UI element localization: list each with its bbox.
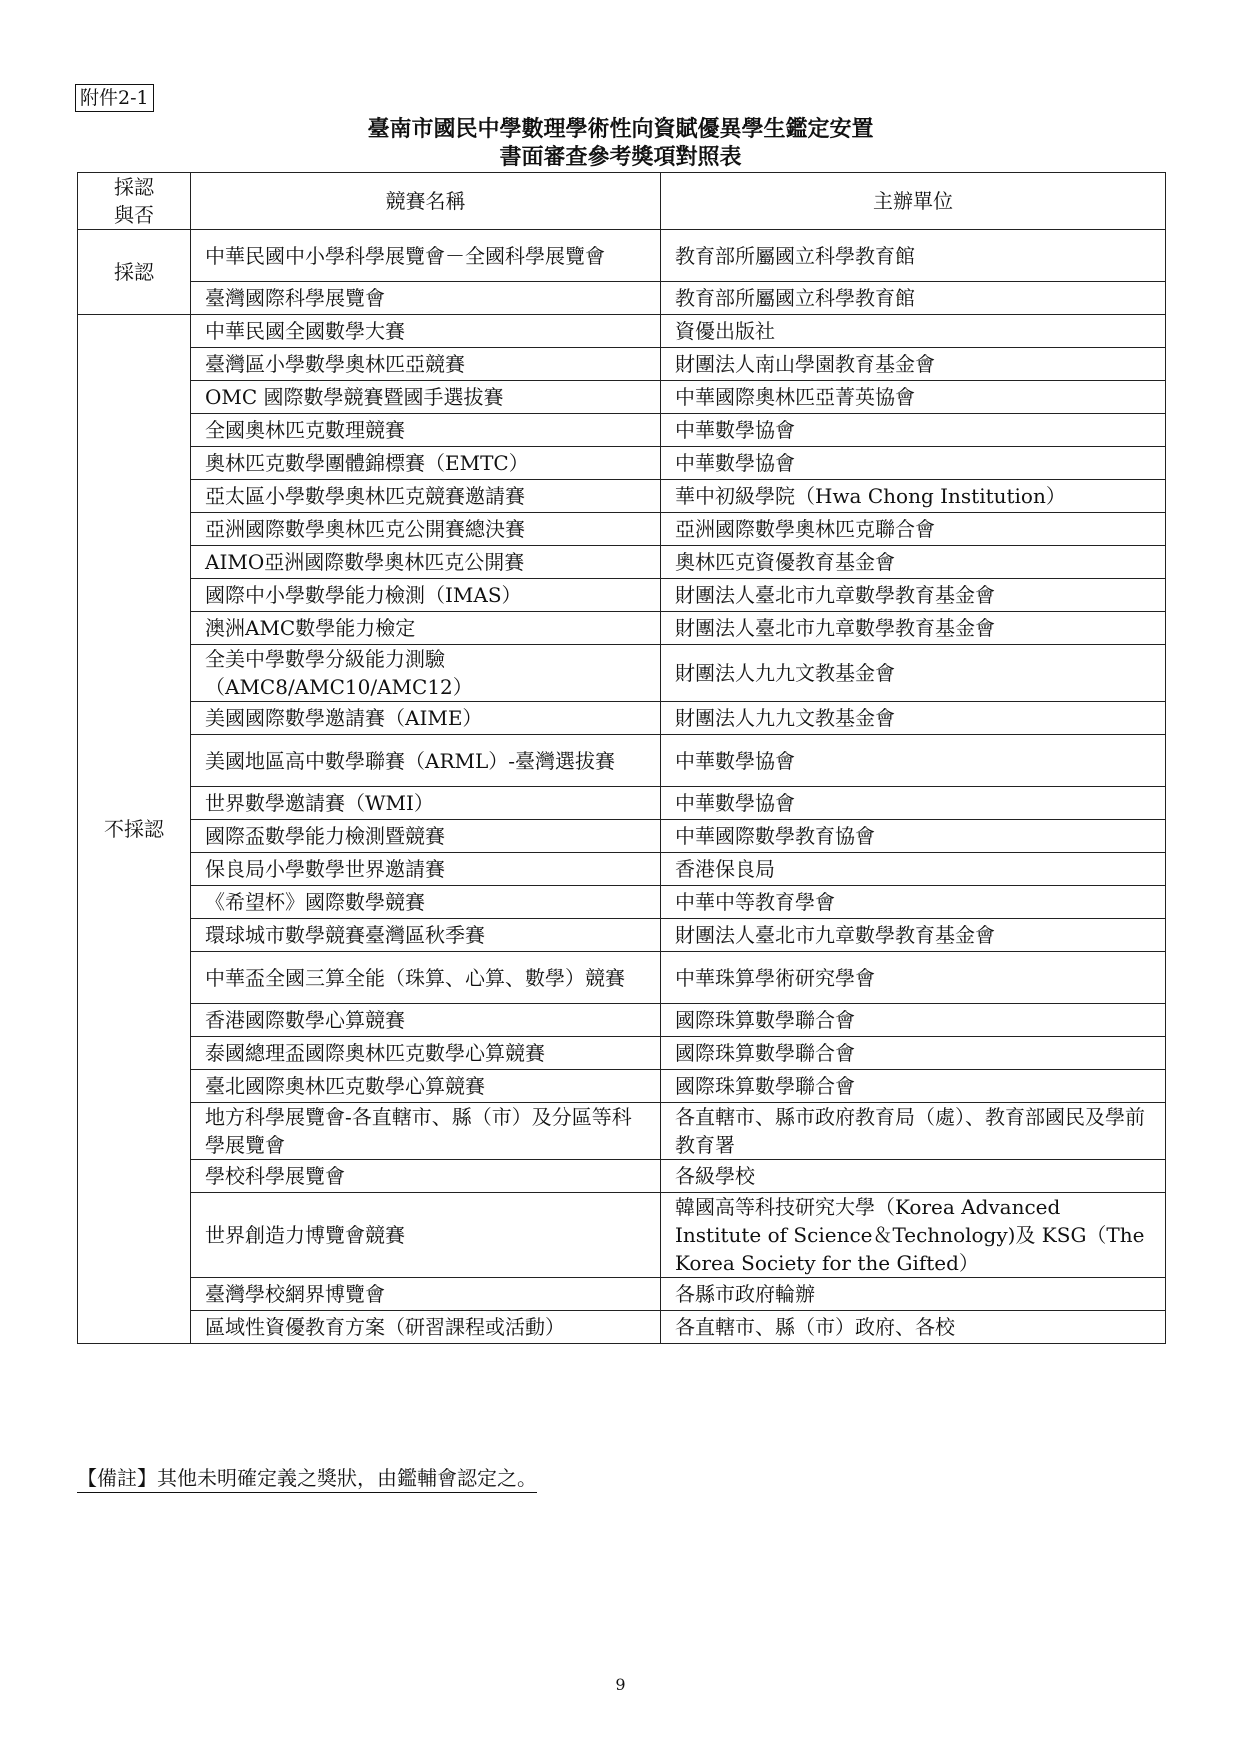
- table-row: [78, 645, 1166, 702]
- competition-name-cell: AIMO亞洲國際數學奧林匹克公開賽: [191, 546, 661, 579]
- competition-name-cell: 奧林匹克數學團體錦標賽（EMTC）: [191, 447, 661, 480]
- organizer-cell: 中華數學協會: [661, 414, 1166, 447]
- attachment-label: 附件2-1: [75, 84, 154, 112]
- competition-name-cell: OMC 國際數學競賽暨國手選拔賽: [191, 381, 661, 414]
- competition-name-cell: 環球城市數學競賽臺灣區秋季賽: [191, 919, 661, 952]
- table-row: [78, 787, 1166, 820]
- organizer-cell: 各直轄市、縣市政府教育局（處）、教育部國民及學前教育署: [661, 1103, 1166, 1160]
- table-body: [78, 230, 1166, 1344]
- table-row: [78, 414, 1166, 447]
- competition-name-cell: 亞洲國際數學奧林匹克公開賽總決賽: [191, 513, 661, 546]
- competition-name-cell: 臺灣國際科學展覽會: [191, 282, 661, 315]
- page-subtitle: 書面審查參考獎項對照表: [499, 145, 742, 170]
- organizer-cell: 財團法人九九文教基金會: [661, 702, 1166, 735]
- competition-name-cell: 中華民國中小學科學展覽會－全國科學展覽會: [191, 230, 661, 282]
- table-row: [78, 1103, 1166, 1160]
- organizer-cell: 中華數學協會: [661, 787, 1166, 820]
- organizer-cell: 各級學校: [661, 1160, 1166, 1193]
- organizer-cell: 中華中等教育學會: [661, 886, 1166, 919]
- table-row: [78, 886, 1166, 919]
- remark-note: 【備註】其他未明確定義之獎狀，由鑑輔會認定之。: [77, 1465, 537, 1493]
- organizer-cell: 中華數學協會: [661, 447, 1166, 480]
- competition-name-cell: 中華盃全國三算全能（珠算、心算、數學）競賽: [191, 952, 661, 1004]
- organizer-cell: 韓國高等科技研究大學（Korea Advanced Institute of Science＆Technology)及 KSG（The Korea Society for the Gifted）: [661, 1193, 1166, 1278]
- table-row: [78, 282, 1166, 315]
- table-row: [78, 919, 1166, 952]
- organizer-cell: 財團法人臺北市九章數學教育基金會: [661, 579, 1166, 612]
- organizer-cell: 亞洲國際數學奧林匹克聯合會: [661, 513, 1166, 546]
- organizer-cell: 教育部所屬國立科學教育館: [661, 282, 1166, 315]
- table-row: [78, 702, 1166, 735]
- competition-name-cell: 臺灣區小學數學奧林匹亞競賽: [191, 348, 661, 381]
- table-row: [78, 348, 1166, 381]
- organizer-cell: 國際珠算數學聯合會: [661, 1004, 1166, 1037]
- header-status: 採認 與否: [78, 173, 191, 230]
- organizer-cell: 中華國際奧林匹亞菁英協會: [661, 381, 1166, 414]
- competition-name-cell: 中華民國全國數學大賽: [191, 315, 661, 348]
- table-row: [78, 1160, 1166, 1193]
- table-row: [78, 1037, 1166, 1070]
- competition-name-cell: 區域性資優教育方案（研習課程或活動）: [191, 1311, 661, 1344]
- table-row: [78, 1311, 1166, 1344]
- organizer-cell: 中華國際數學教育協會: [661, 820, 1166, 853]
- competition-name-cell: 亞太區小學數學奧林匹克競賽邀請賽: [191, 480, 661, 513]
- organizer-cell: 教育部所屬國立科學教育館: [661, 230, 1166, 282]
- table-row: [78, 1004, 1166, 1037]
- table-row: [78, 1193, 1166, 1278]
- organizer-cell: 財團法人南山學園教育基金會: [661, 348, 1166, 381]
- organizer-cell: 財團法人臺北市九章數學教育基金會: [661, 612, 1166, 645]
- organizer-cell: 各縣市政府輪辦: [661, 1278, 1166, 1311]
- table-row: [78, 579, 1166, 612]
- competition-name-cell: 香港國際數學心算競賽: [191, 1004, 661, 1037]
- organizer-cell: 國際珠算數學聯合會: [661, 1037, 1166, 1070]
- table-row: [78, 952, 1166, 1004]
- competition-name-cell: 澳洲AMC數學能力檢定: [191, 612, 661, 645]
- competition-name-cell: 保良局小學數學世界邀請賽: [191, 853, 661, 886]
- table-row: [78, 1070, 1166, 1103]
- organizer-cell: 財團法人九九文教基金會: [661, 645, 1166, 702]
- status-cell: 不採認: [78, 315, 191, 1344]
- competition-name-cell: 世界數學邀請賽（WMI）: [191, 787, 661, 820]
- header-organizer: 主辦單位: [661, 173, 1166, 230]
- organizer-cell: 中華數學協會: [661, 735, 1166, 787]
- competition-name-cell: 泰國總理盃國際奧林匹克數學心算競賽: [191, 1037, 661, 1070]
- page-number: 9: [615, 1675, 626, 1694]
- organizer-cell: 華中初級學院（Hwa Chong Institution）: [661, 480, 1166, 513]
- organizer-cell: 香港保良局: [661, 853, 1166, 886]
- organizer-cell: 各直轄市、縣（市）政府、各校: [661, 1311, 1166, 1344]
- competition-name-cell: 全國奧林匹克數理競賽: [191, 414, 661, 447]
- table-row: [78, 735, 1166, 787]
- organizer-cell: 財團法人臺北市九章數學教育基金會: [661, 919, 1166, 952]
- header-competition-name: 競賽名稱: [191, 173, 661, 230]
- awards-table: [77, 172, 1166, 1344]
- table-row: [78, 230, 1166, 282]
- table-row: [78, 315, 1166, 348]
- table-row: [78, 546, 1166, 579]
- table-row: [78, 820, 1166, 853]
- competition-name-cell: 美國地區高中數學聯賽（ARML）-臺灣選拔賽: [191, 735, 661, 787]
- status-cell: 採認: [78, 230, 191, 315]
- table-row: [78, 447, 1166, 480]
- table-row: [78, 1278, 1166, 1311]
- table-row: [78, 480, 1166, 513]
- table-header-row: [78, 173, 1166, 230]
- organizer-cell: 中華珠算學術研究學會: [661, 952, 1166, 1004]
- table-row: [78, 513, 1166, 546]
- competition-name-cell: 地方科學展覽會-各直轄市、縣（市）及分區等科學展覽會: [191, 1103, 661, 1160]
- organizer-cell: 奧林匹克資優教育基金會: [661, 546, 1166, 579]
- competition-name-cell: 世界創造力博覽會競賽: [191, 1193, 661, 1278]
- competition-name-cell: 學校科學展覽會: [191, 1160, 661, 1193]
- competition-name-cell: 臺北國際奧林匹克數學心算競賽: [191, 1070, 661, 1103]
- table-row: [78, 612, 1166, 645]
- table-row: [78, 853, 1166, 886]
- competition-name-cell: 全美中學數學分級能力測驗 （AMC8/AMC10/AMC12）: [191, 645, 661, 702]
- page-title: 臺南市國民中學數理學術性向資賦優異學生鑑定安置: [367, 117, 874, 142]
- competition-name-cell: 國際中小學數學能力檢測（IMAS）: [191, 579, 661, 612]
- competition-name-cell: 《希望杯》國際數學競賽: [191, 886, 661, 919]
- competition-name-cell: 國際盃數學能力檢測暨競賽: [191, 820, 661, 853]
- organizer-cell: 資優出版社: [661, 315, 1166, 348]
- table-row: [78, 381, 1166, 414]
- competition-name-cell: 臺灣學校網界博覽會: [191, 1278, 661, 1311]
- competition-name-cell: 美國國際數學邀請賽（AIME）: [191, 702, 661, 735]
- organizer-cell: 國際珠算數學聯合會: [661, 1070, 1166, 1103]
